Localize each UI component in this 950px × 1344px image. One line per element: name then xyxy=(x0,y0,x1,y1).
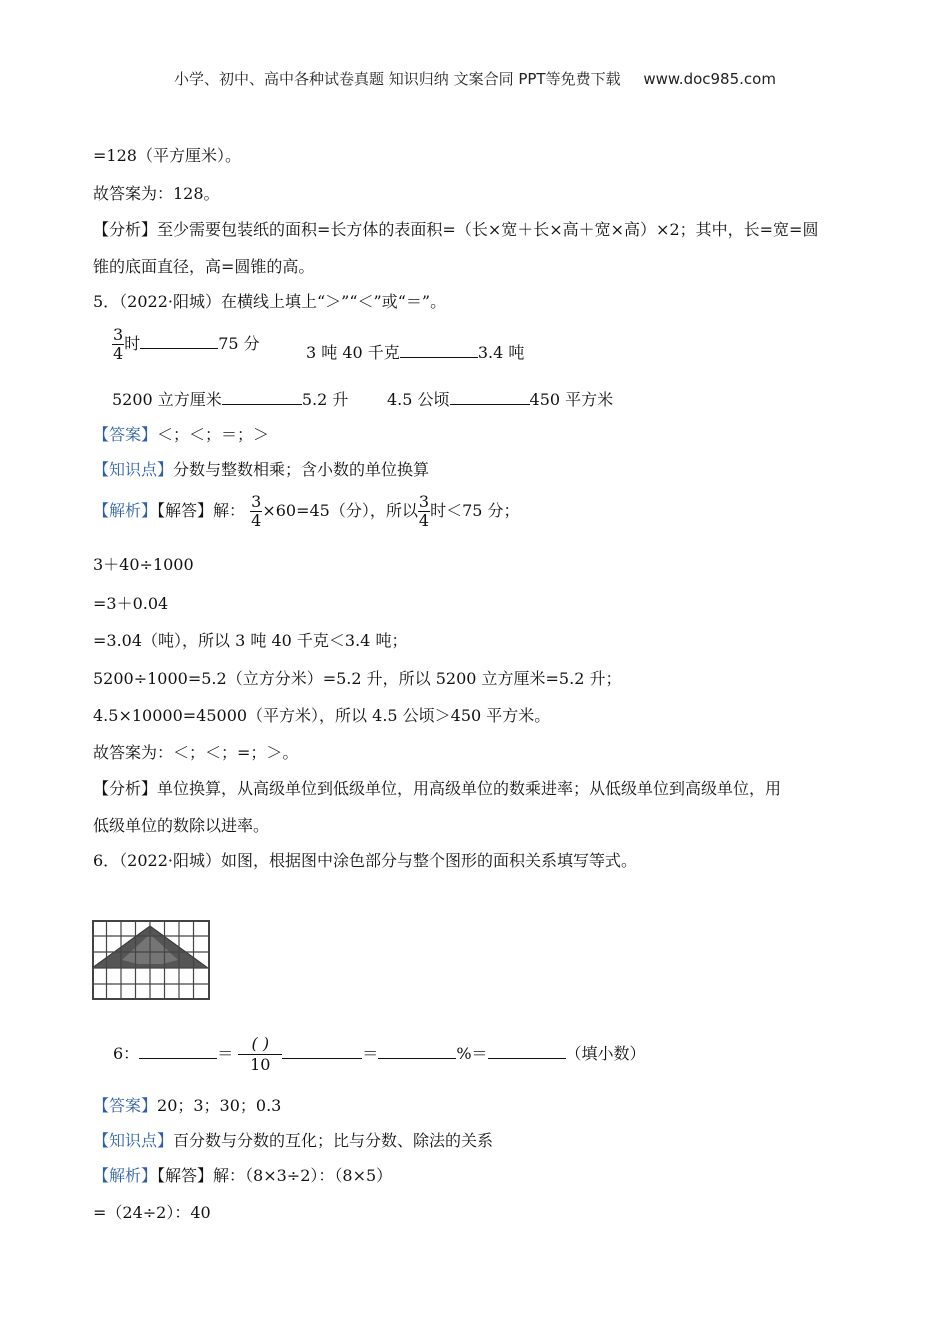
q5-step-3: =3.04（吨），所以 3 吨 40 千克＜3.4 吨； xyxy=(93,631,408,650)
knowledge-tag: 【知识点】 xyxy=(93,460,174,479)
answer-tag: 【答案】 xyxy=(93,425,158,444)
q5-item2-left: 3 吨 40 千克 xyxy=(306,343,400,362)
solve-tag: 【解答】 xyxy=(157,501,214,520)
eq-sign-1: ＝ xyxy=(217,1044,234,1063)
fraction-denominator: 4 xyxy=(113,344,124,363)
q6-step-1: =（24÷2）：40 xyxy=(93,1203,211,1222)
q5-title: 5．（2022·阳城）在横线上填上“＞”“＜”或“＝”。 xyxy=(93,292,447,311)
q5-blank-2[interactable] xyxy=(400,341,478,358)
q5-blank-3[interactable] xyxy=(222,388,302,405)
q6-grid-figure xyxy=(92,920,210,1000)
q5-step-2: =3＋0.04 xyxy=(93,594,169,613)
q5-row-1 xyxy=(112,326,260,363)
knowledge-text: 分数与整数相乘；含小数的单位换算 xyxy=(173,460,430,479)
q5-solution-fraction-2 xyxy=(418,493,430,530)
answer-text: ＜；＜；＝；＞ xyxy=(157,425,270,444)
prev-line-2: 故答案为：128。 xyxy=(93,184,220,203)
q6-blank-1[interactable] xyxy=(139,1042,217,1059)
q6-blank-2[interactable] xyxy=(282,1042,362,1059)
q5-step-5: 4.5×10000=45000（平方米），所以 4.5 公顷＞450 平方米。 xyxy=(93,706,551,725)
answer-text: 20；3；30；0.3 xyxy=(157,1096,282,1115)
knowledge-tag: 【知识点】 xyxy=(93,1131,174,1150)
analysis-text: 至少需要包装纸的面积=长方体的表面积=（长×宽＋长×高＋宽×高）×2；其中，长=宽=圆 xyxy=(157,220,819,239)
answer-tag: 【答案】 xyxy=(93,1096,158,1115)
q5-step-4: 5200÷1000=5.2（立方分米）=5.2 升，所以 5200 立方厘米=5.2 升； xyxy=(93,669,622,688)
fraction-denominator: 10 xyxy=(250,1055,271,1074)
fraction-numerator: 3 xyxy=(113,325,124,344)
q5-analysis-b: 低级单位的数除以进率。 xyxy=(93,816,270,835)
q5-item3-right: 5.2 升 xyxy=(301,390,349,409)
q5-item3-left: 5200 立方厘米 xyxy=(112,390,222,409)
q6-blank-4[interactable] xyxy=(488,1042,566,1059)
fraction-numerator: 3 xyxy=(418,492,430,511)
q5-item1-unit: 时 xyxy=(124,334,141,353)
header-url[interactable]: www.doc985.com xyxy=(643,70,776,88)
q5-knowledge xyxy=(93,459,429,481)
solution-calc: ×60=45（分），所以 xyxy=(262,501,418,520)
q5-solution-fraction-1 xyxy=(250,493,262,530)
q6-answer xyxy=(93,1095,281,1117)
prev-analysis-b: 锥的底面直径，高=圆锥的高。 xyxy=(93,257,315,276)
q5-blank-1[interactable] xyxy=(140,332,218,349)
q5-step-6: 故答案为：＜；＜；=；＞。 xyxy=(93,743,299,762)
q6-fraction xyxy=(238,1034,282,1075)
solution-intro: 解： xyxy=(213,501,246,520)
q5-analysis-a xyxy=(93,778,781,800)
q6-knowledge xyxy=(93,1130,493,1152)
q5-item1-right: 75 分 xyxy=(218,334,260,353)
eq-note: （填小数） xyxy=(565,1044,646,1063)
q6-solution xyxy=(93,1165,392,1187)
q5-item2 xyxy=(306,341,524,364)
analysis-tag: 【分析】 xyxy=(93,779,158,798)
analysis-tag: 【分析】 xyxy=(93,220,158,239)
q5-solution xyxy=(93,493,520,530)
solve-tag: 【解答】 xyxy=(157,1166,214,1185)
q5-fraction xyxy=(112,326,124,363)
q5-answer xyxy=(93,424,269,446)
q5-item3 xyxy=(112,388,348,411)
eq-sign-2: ＝ xyxy=(362,1044,379,1063)
q6-equation xyxy=(113,1034,646,1075)
solution-calc-end: 时＜75 分； xyxy=(430,501,520,520)
solution-tag: 【解析】 xyxy=(93,1166,158,1185)
fraction-denominator: 4 xyxy=(251,511,262,530)
q5-item4 xyxy=(387,388,613,411)
knowledge-text: 百分数与分数的互化；比与分数、除法的关系 xyxy=(173,1131,494,1150)
fraction-denominator: 4 xyxy=(418,511,430,530)
page-header xyxy=(0,68,950,89)
q5-item4-right: 450 平方米 xyxy=(529,390,614,409)
fraction-numerator: 3 xyxy=(251,492,262,511)
header-text: 小学、初中、高中各种试卷真题 知识归纳 文案合同 PPT等免费下载 xyxy=(174,70,621,88)
q6-title: 6．（2022·阳城）如图，根据图中涂色部分与整个图形的面积关系填写等式。 xyxy=(93,851,637,870)
prev-line-1: =128（平方厘米）。 xyxy=(93,146,241,165)
analysis-text: 单位换算，从高级单位到低级单位，用高级单位的数乘进率；从低级单位到高级单位，用 xyxy=(157,779,782,798)
solution-tag: 【解析】 xyxy=(93,501,158,520)
eq-percent: %＝ xyxy=(456,1044,488,1063)
solution-text: 解：（8×3÷2）：（8×5） xyxy=(213,1166,393,1185)
q5-step-1: 3＋40÷1000 xyxy=(93,555,194,574)
prev-analysis-a xyxy=(93,219,818,241)
q5-blank-4[interactable] xyxy=(450,388,530,405)
eq-start: 6： xyxy=(113,1044,140,1063)
q5-item2-right: 3.4 吨 xyxy=(477,343,525,362)
q6-blank-3[interactable] xyxy=(378,1042,456,1059)
fraction-numerator: ( ) xyxy=(238,1034,282,1055)
q5-item4-left: 4.5 公顷 xyxy=(387,390,450,409)
